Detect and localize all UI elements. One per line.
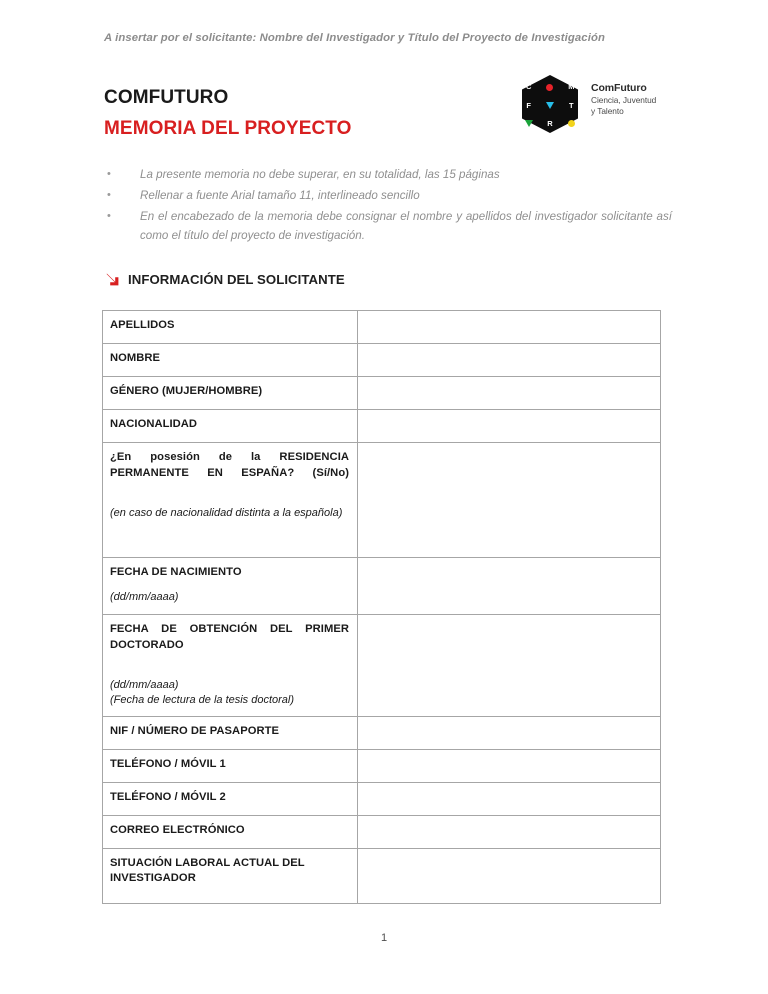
- table-row: [103, 344, 661, 377]
- field-label: APELLIDOS: [110, 319, 175, 331]
- table-row: [103, 848, 661, 903]
- row-value-cell[interactable]: [358, 558, 661, 615]
- row-value-cell[interactable]: [358, 615, 661, 717]
- table-row: [103, 377, 661, 410]
- logo-tagline-line2: y Talento: [591, 106, 624, 117]
- instruction-text: Rellenar a fuente Arial tamaño 11, interlineado sencillo: [140, 189, 420, 202]
- logo-letter-r: R: [547, 119, 553, 129]
- table-row: [103, 749, 661, 782]
- logo-yellow-circle-icon: [561, 115, 582, 133]
- bullet-icon: •: [107, 168, 111, 180]
- field-sublabel: (dd/mm/aaaa): [110, 590, 179, 603]
- row-label-cell: [103, 716, 358, 749]
- logo-name: ComFuturo: [591, 82, 647, 94]
- logo-letter-c: C: [525, 82, 532, 92]
- section-title-text: INFORMACIÓN DEL SOLICITANTE: [128, 272, 345, 287]
- row-label-cell: [103, 815, 358, 848]
- field-label: TELÉFONO / MÓVIL 1: [110, 757, 226, 770]
- field-label: FECHA DE OBTENCIÓN DEL PRIMER DOCTORADO: [110, 623, 349, 651]
- bullet-icon: •: [107, 210, 111, 222]
- section-heading: [104, 271, 345, 288]
- logo-green-triangle-icon: [518, 115, 539, 133]
- field-sublabel-line2: (Fecha de lectura de la tesis doctoral): [110, 694, 295, 706]
- row-value-cell[interactable]: [358, 716, 661, 749]
- field-label: GÉNERO (MUJER/HOMBRE): [110, 385, 263, 397]
- field-sublabel-line1: (dd/mm/aaaa): [110, 678, 179, 691]
- row-value-cell[interactable]: [358, 848, 661, 903]
- row-label-cell: [103, 377, 358, 410]
- field-label: SITUACIÓN LABORAL ACTUAL DEL INVESTIGADOR: [110, 856, 305, 884]
- running-header: A insertar por el solicitante: Nombre del Investigador y Título del Proyecto de Investigación: [104, 32, 605, 44]
- logo-red-circle-icon: [539, 78, 560, 96]
- row-label-cell: [103, 615, 358, 717]
- row-value-cell[interactable]: [358, 344, 661, 377]
- table-row: [103, 782, 661, 815]
- page-subtitle: MEMORIA DEL PROYECTO: [104, 117, 352, 139]
- comfuturo-logo: [518, 75, 656, 133]
- bullet-icon: •: [107, 189, 111, 201]
- row-value-cell[interactable]: [358, 815, 661, 848]
- row-value-cell[interactable]: [358, 443, 661, 558]
- field-label: NIF / NÚMERO DE PASAPORTE: [110, 724, 280, 737]
- list-item: [104, 165, 672, 184]
- logo-letter-f: F: [526, 100, 531, 110]
- row-label-cell: [103, 410, 358, 443]
- row-value-cell[interactable]: [358, 782, 661, 815]
- instruction-text: La presente memoria no debe superar, en su totalidad, las 15 páginas: [140, 168, 500, 181]
- row-value-cell[interactable]: [358, 749, 661, 782]
- field-sublabel: (en caso de nacionalidad distinta a la española): [110, 506, 343, 519]
- row-label-cell: [103, 558, 358, 615]
- page-title: COMFUTURO: [104, 87, 229, 108]
- logo-letter-t: T: [569, 100, 574, 110]
- row-label-cell: [103, 311, 358, 344]
- logo-tagline-line1: Ciencia, Juventud: [591, 95, 657, 106]
- row-label-cell: [103, 344, 358, 377]
- row-label-cell: [103, 749, 358, 782]
- row-value-cell[interactable]: [358, 311, 661, 344]
- table-row: [103, 615, 661, 717]
- table-row: [103, 410, 661, 443]
- hexagon-logo-icon: [518, 75, 582, 133]
- field-sublabel: [110, 678, 349, 709]
- field-label: TELÉFONO / MÓVIL 2: [110, 790, 226, 803]
- list-item: [104, 207, 672, 245]
- table-row: [103, 558, 661, 615]
- row-label-cell: [103, 848, 358, 903]
- logo-letter-m: M: [568, 82, 575, 92]
- instructions-list: [104, 165, 672, 247]
- table-row: [103, 815, 661, 848]
- row-label-cell: [103, 782, 358, 815]
- logo-wordmark: [591, 75, 656, 117]
- field-label: ¿En posesión de la RESIDENCIA PERMANENTE EN ESPAÑA? (Sí/No): [110, 451, 349, 479]
- table-row: [103, 311, 661, 344]
- field-label: CORREO ELECTRÓNICO: [110, 823, 245, 836]
- list-item: [104, 186, 672, 205]
- row-label-cell: [103, 443, 358, 558]
- hexagon-logo-grid: [518, 75, 582, 133]
- row-value-cell[interactable]: [358, 410, 661, 443]
- instruction-text: En el encabezado de la memoria debe consignar el nombre y apellidos del investigador solicitante así como el título del proyecto de investigación.: [140, 210, 672, 242]
- title-block: [104, 86, 504, 141]
- applicant-information-table: [102, 310, 661, 904]
- arrow-down-right-icon: [104, 271, 121, 288]
- field-label: NOMBRE: [110, 352, 161, 364]
- field-label: FECHA DE NACIMIENTO: [110, 566, 242, 578]
- table-row: [103, 443, 661, 558]
- row-value-cell[interactable]: [358, 377, 661, 410]
- table-row: [103, 716, 661, 749]
- field-label: NACIONALIDAD: [110, 418, 198, 430]
- page-number: 1: [380, 932, 388, 944]
- logo-cyan-triangle-icon: [539, 96, 560, 114]
